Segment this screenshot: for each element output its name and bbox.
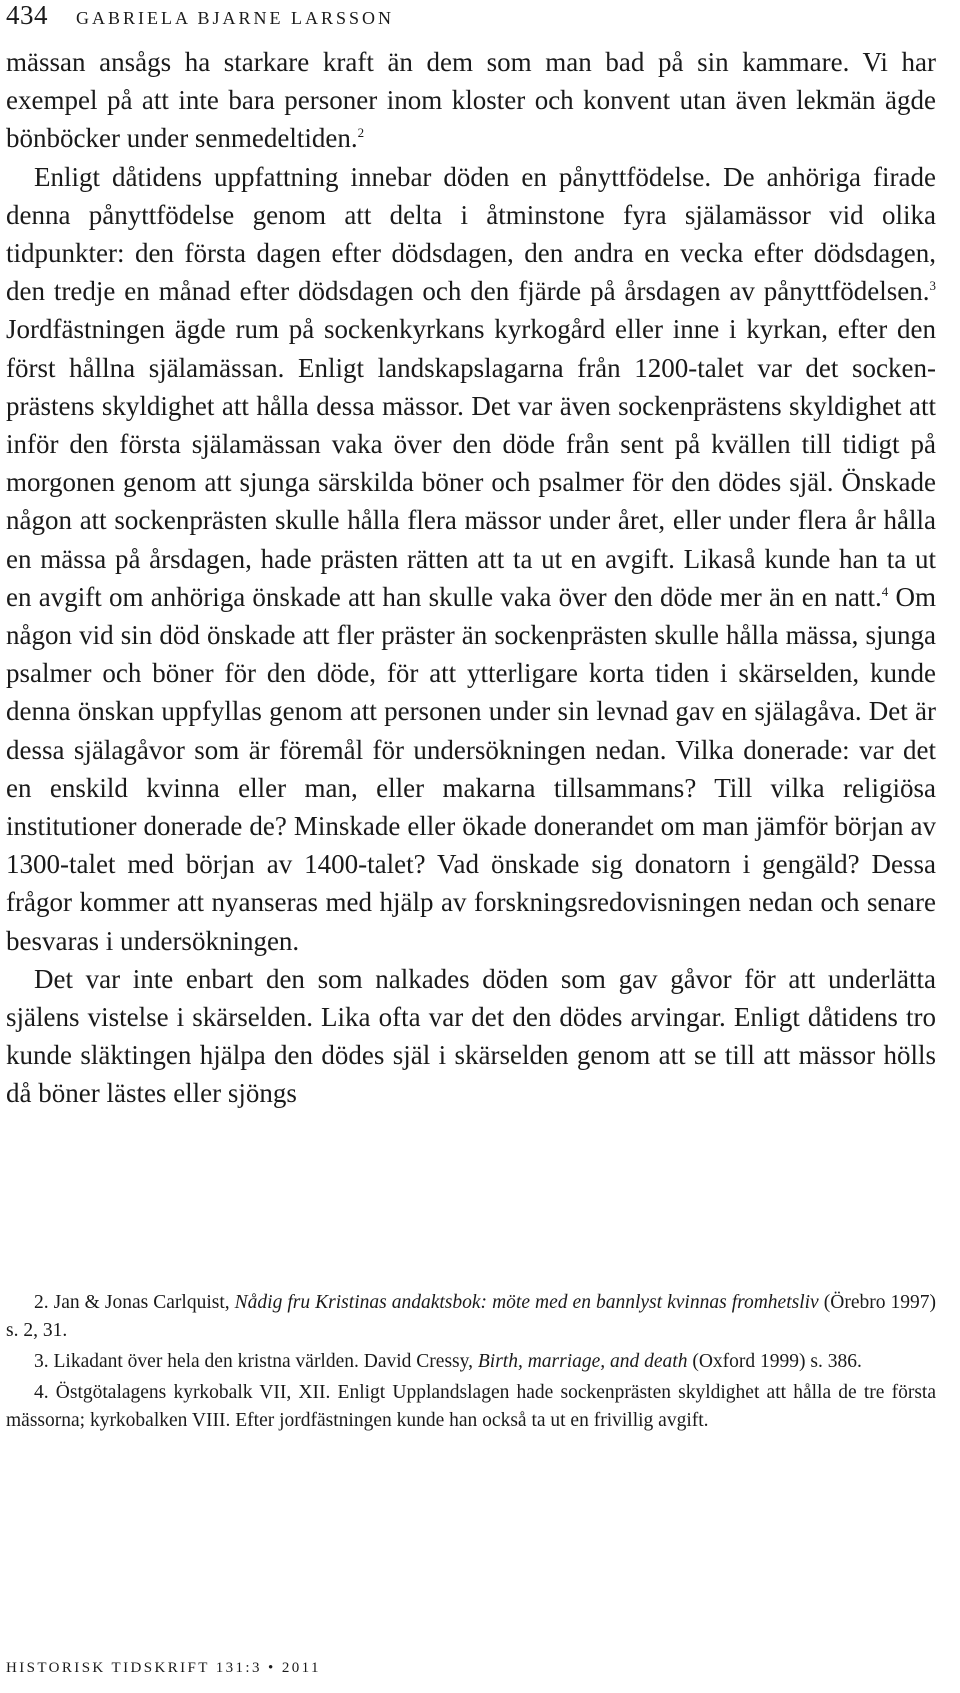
footnote-title: Birth, marriage, and death	[477, 1351, 688, 1372]
footnote-text: 2. Jan & Jonas Carlquist,	[34, 1292, 235, 1313]
footnote-reference: 2	[357, 125, 365, 141]
page-number: 434	[6, 0, 48, 30]
running-head	[6, 0, 936, 30]
body-text	[6, 43, 936, 1113]
footnote-text: 4. Östgötalagens kyrkobalk VII, XII. Enligt Upplandslagen hade sockenprästen skyldighet att hålla de tre första mässorna; kyrkobalken VIII. Efter jordfästningen kunde han också ta ut en frivillig avgift.	[6, 1382, 936, 1431]
footnote-text: (Örebro 1997) s. 2, 31.	[6, 1292, 936, 1341]
running-foot-journal: HISTORISK TIDSKRIFT 131:3 • 2011	[6, 1660, 321, 1676]
paragraph	[6, 43, 936, 158]
paragraph-text: Jordfästningen ägde rum på sockenkyrkans kyrkogård eller inne i kyrkan, efter den först hållna själamässan. Enligt landskapslagarna från 1200-talet var det sockenprästens skyldighet att hålla dessa mässor. Det var även sockenprästens skyldighet att inför den första själamässan vaka över den döde från sent på kvällen till tidigt på morgonen genom att sjunga särskilda böner och psalmer för den dödes själ. Önskade någon att sockenprästen skulle hålla flera mässor under året, eller under flera år hålla en mässa på årsdagen, hade prästen rätten att ta ut en avgift. Likaså kunde han ta ut en avgift om anhöriga önskade att han skulle vaka över den döde mer än en natt.	[6, 314, 936, 612]
footnotes	[6, 1289, 936, 1438]
paragraph-text: Enligt dåtidens uppfattning innebar döden en pånyttfödelse. De anhöriga firade denna pånyttfödelse genom att delta i åtminstone fyra själamässor vid olika tidpunkter: den första dagen efter dödsdagen, den andra en vecka efter dödsdagen, den tredje en månad efter dödsdagen och den fjärde på årsdagen av pånyttfödelsen.	[6, 161, 936, 307]
paragraph	[6, 158, 936, 960]
footnote	[6, 1379, 936, 1435]
paragraph-text: Det var inte enbart den som nalkades döden som gav gåvor för att underlätta själens vistelse i skärselden. Lika ofta var det den dödes arvingar. Enligt dåtidens tro kunde släktingen hjälpa den dödes själ i skärselden genom att se till att mässor hölls då böner lästes eller sjöngs	[6, 963, 936, 1109]
footnote-reference: 4	[881, 583, 889, 599]
footnote-title: Nådig fru Kristinas andaktsbok: möte med en bannlyst kvinnas fromhetsliv	[234, 1292, 819, 1313]
footnote	[6, 1289, 936, 1345]
paragraph-text: Om någon vid sin död önskade att fler präster än sockenprästen skulle hålla mässa, sjunga psalmer och böner för den döde, för att ytterligare korta tiden i skärselden, kunde denna önskan uppfyllas genom att personen under sin levnad gav en själagåva. Det är dessa själagåvor som är föremål för undersökningen nedan. Vilka donerade: var det en enskild kvinna eller man, eller makarna tillsammans? Till vilka religiösa institutioner donerade de? Minskade eller ökade donerandet om man jämför början av 1300-talet med början av 1400-talet? Vad önskade sig donatorn i gengäld? Dessa frågor kommer att nyanseras med hjälp av forskningsredovisningen nedan och senare besvaras i undersökningen.	[6, 581, 937, 956]
footnote-text: (Oxford 1999) s. 386.	[687, 1351, 862, 1372]
footnote-text: 3. Likadant över hela den kristna världen. David Cressy,	[34, 1351, 478, 1372]
paragraph	[6, 960, 936, 1113]
paragraph-text: mässan ansågs ha starkare kraft än dem som man bad på sin kammare. Vi har exempel på att inte bara personer inom kloster och konvent utan även lekmän ägde bönböcker under senmedeltiden.	[6, 47, 936, 154]
footnote	[6, 1348, 936, 1376]
footnote-reference: 3	[929, 278, 936, 294]
running-head-author: GABRIELA BJARNE LARSSON	[76, 8, 395, 28]
